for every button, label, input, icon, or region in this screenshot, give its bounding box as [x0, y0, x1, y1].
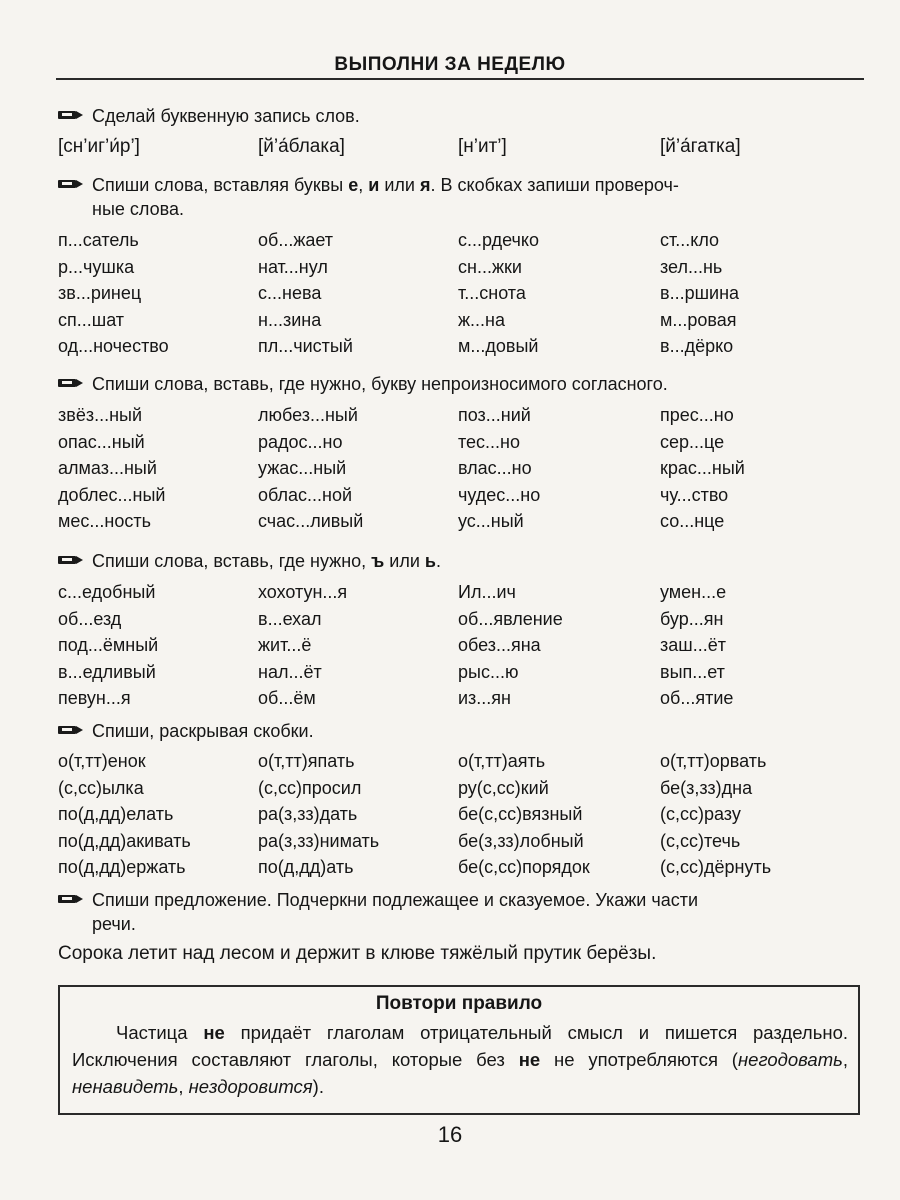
word-row — [58, 778, 858, 805]
word: по(д,дд)ержать — [58, 857, 186, 877]
pencil-icon — [58, 554, 84, 566]
pencil-icon — [58, 893, 84, 905]
word: бур...ян — [660, 608, 724, 629]
word: алмаз...ный — [58, 458, 157, 478]
word: об...жает — [258, 230, 334, 250]
word: хохотун...я — [258, 582, 348, 602]
word: ст...кло — [660, 230, 720, 250]
word-row — [58, 662, 858, 689]
word: в...ехал — [258, 608, 322, 629]
word: бе(з,зз)дна — [660, 777, 753, 798]
word: ра(з,зз)дать — [258, 804, 358, 824]
word: (с,сс)просил — [258, 777, 362, 798]
word-row — [58, 635, 858, 662]
transcription: [й’а́блака] — [258, 136, 345, 157]
page-number: 16 — [437, 1122, 463, 1147]
word: доблес...ный — [58, 484, 166, 505]
word: заш...ёт — [660, 635, 726, 655]
word: (с,сс)дёрнуть — [660, 857, 772, 877]
word: об...ятие — [660, 688, 734, 708]
word: бе(з,зз)лобный — [458, 830, 584, 851]
word: об...явление — [458, 608, 563, 629]
exercise-sentence: Сорока летит над лесом и держит в клюве тяжёлый прутик берёзы. — [58, 943, 657, 964]
word-row — [58, 831, 858, 858]
word: сер...це — [660, 431, 725, 452]
word: Ил...ич — [458, 582, 516, 602]
transcription: [й’а́гатка] — [660, 136, 741, 157]
word: в...дёрко — [660, 336, 734, 356]
word: (с,сс)течь — [660, 830, 741, 851]
task-4-instruction: Спиши слова, вставь, где нужно, ъ или ь. — [58, 549, 848, 573]
task-2-words — [58, 230, 858, 363]
word: зел...нь — [660, 256, 723, 277]
word: ж...на — [458, 309, 505, 330]
word-row — [58, 688, 858, 715]
word-row — [58, 336, 858, 363]
word: опас...ный — [58, 431, 145, 452]
word: п...сатель — [58, 230, 139, 250]
word: бе(с,сс)вязный — [458, 804, 583, 824]
word: по(д,дд)ать — [258, 857, 354, 877]
pencil-icon — [58, 377, 84, 389]
word: нат...нул — [258, 256, 328, 277]
word: крас...ный — [660, 458, 745, 478]
word: влас...но — [458, 458, 532, 478]
word: р...чушка — [58, 256, 135, 277]
word: прес...но — [660, 405, 734, 425]
word: под...ёмный — [58, 635, 159, 655]
task-3-words — [58, 405, 858, 538]
word-row — [58, 136, 858, 163]
word-row — [58, 609, 858, 636]
word-row — [58, 804, 858, 831]
task-1-instruction: Сделай буквенную запись слов. — [58, 104, 848, 128]
pencil-icon — [58, 109, 84, 121]
word-row — [58, 458, 858, 485]
word: ужас...ный — [258, 458, 347, 478]
word: радос...но — [258, 431, 343, 452]
word-row — [58, 405, 858, 432]
pencil-icon — [58, 178, 84, 190]
word: м...довый — [458, 336, 539, 356]
word: с...рдечко — [458, 230, 539, 250]
word-row — [58, 230, 858, 257]
word: по(д,дд)елать — [58, 804, 174, 824]
word-row — [58, 310, 858, 337]
rule-box — [58, 985, 860, 1115]
word-row — [58, 257, 858, 284]
word: сп...шат — [58, 309, 125, 330]
transcription: [н’ит’] — [458, 136, 507, 157]
page-header-title: ВЫПОЛНИ ЗА НЕДЕЛЮ — [334, 54, 566, 75]
word: чу...ство — [660, 484, 729, 505]
word: в...ршина — [660, 283, 740, 303]
word: рыс...ю — [458, 661, 519, 682]
task-2-instruction: Спиши слова, вставляя буквы е, и или я. В скобках запиши провероч- ные слова. — [58, 173, 848, 221]
word: н...зина — [258, 309, 322, 330]
rule-title: Повтори правило — [375, 993, 543, 1014]
word: звёз...ный — [58, 405, 143, 425]
word: о(т,тт)енок — [58, 751, 146, 771]
word: тес...но — [458, 431, 521, 452]
word-row — [58, 857, 858, 884]
word: сн...жки — [458, 256, 522, 277]
word: умен...е — [660, 582, 727, 602]
word: в...едливый — [58, 661, 156, 682]
word: облас...ной — [258, 484, 353, 505]
word: вып...ет — [660, 661, 725, 682]
word: зв...ринец — [58, 283, 142, 303]
word: по(д,дд)акивать — [58, 830, 191, 851]
word-row — [58, 432, 858, 459]
word: ус...ный — [458, 511, 524, 531]
word: жит...ё — [258, 635, 312, 655]
word: ра(з,зз)нимать — [258, 830, 380, 851]
word: ру(с,сс)кий — [458, 777, 549, 798]
word: (с,сс)ылка — [58, 777, 144, 798]
task-5-words — [58, 751, 858, 884]
word: любез...ный — [258, 405, 358, 425]
word: пл...чистый — [258, 336, 353, 356]
word: бе(с,сс)порядок — [458, 857, 590, 877]
word: поз...ний — [458, 405, 531, 425]
task-1-words — [58, 136, 858, 163]
word-row — [58, 582, 858, 609]
word: об...езд — [58, 608, 122, 629]
task-4-words — [58, 582, 858, 715]
word: счас...ливый — [258, 511, 364, 531]
word: певун...я — [58, 688, 131, 708]
word-row — [58, 485, 858, 512]
word-row — [58, 751, 858, 778]
word: о(т,тт)япать — [258, 751, 355, 771]
word: о(т,тт)орвать — [660, 751, 767, 771]
word: чудес...но — [458, 484, 541, 505]
word: нал...ёт — [258, 661, 322, 682]
pencil-icon — [58, 724, 84, 736]
word-row — [58, 283, 858, 310]
word: мес...ность — [58, 511, 151, 531]
task-5-instruction: Спиши, раскрывая скобки. — [58, 719, 848, 743]
word: (с,сс)разу — [660, 804, 741, 824]
word: с...нева — [258, 283, 322, 303]
header-rule — [56, 78, 864, 80]
transcription: [сн’иг’и́р’] — [58, 136, 140, 157]
word: обез...яна — [458, 635, 541, 655]
word: со...нце — [660, 511, 725, 531]
word-row — [58, 511, 858, 538]
word: о(т,тт)аять — [458, 751, 546, 771]
word: од...ночество — [58, 336, 169, 356]
word: т...снота — [458, 283, 526, 303]
task-6-instruction: Спиши предложение. Подчеркни подлежащее и сказуемое. Укажи части речи. — [58, 888, 848, 936]
rule-text: Частица не придаёт глаголам отрицательный смысл и пишется раздельно. Исключения составляют глаголы, которые без не не употребляются (негодовать, ненавидеть, нездоровится). — [72, 1022, 848, 1097]
task-3-instruction: Спиши слова, вставь, где нужно, букву непроизносимого согласного. — [58, 372, 848, 396]
word: об...ём — [258, 688, 316, 708]
word: м...ровая — [660, 309, 737, 330]
word: с...едобный — [58, 582, 156, 602]
word: из...ян — [458, 688, 511, 708]
